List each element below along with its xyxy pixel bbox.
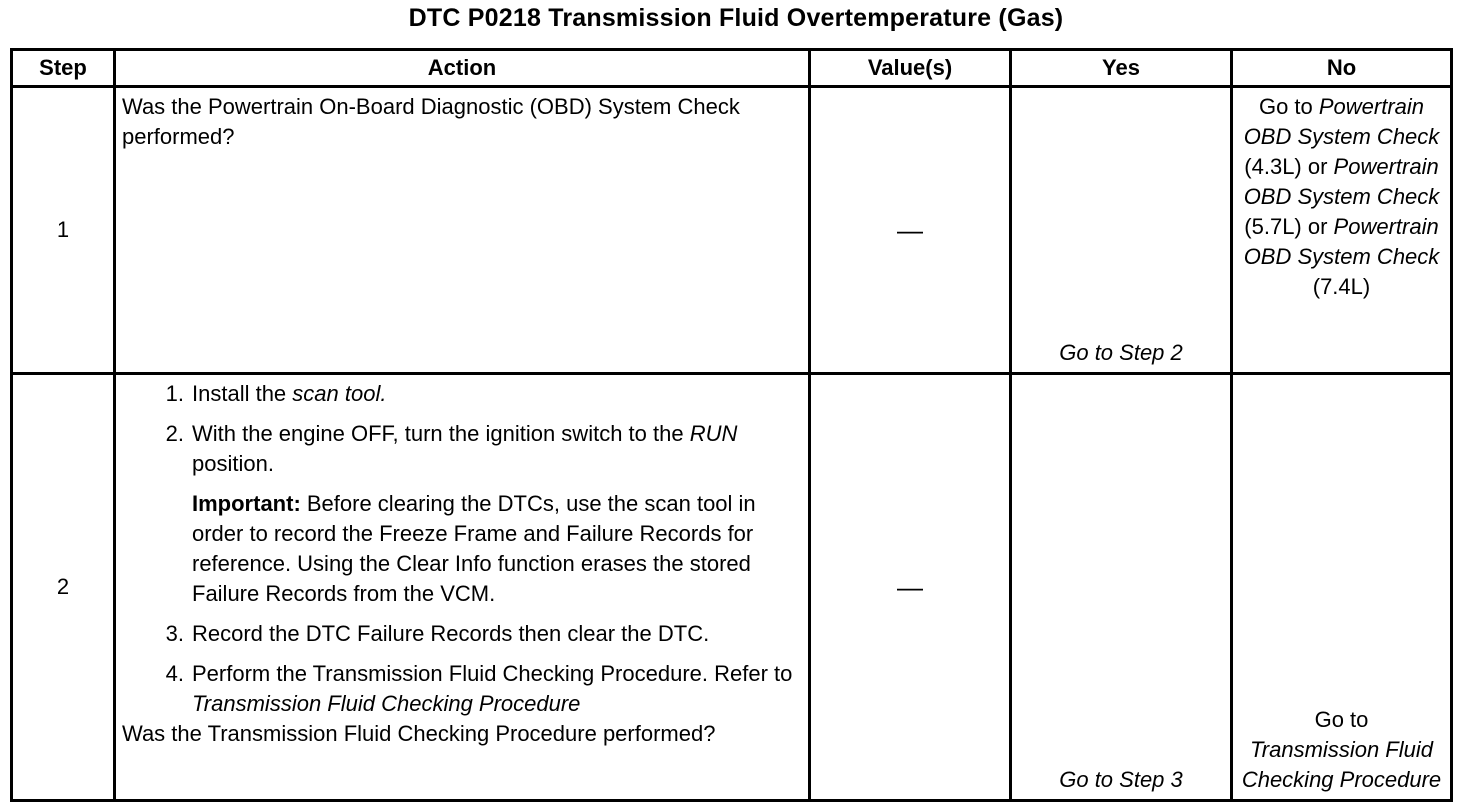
table-header-row <box>12 50 1452 87</box>
no-text: Go to <box>1258 94 1319 119</box>
action-question: Was the Powertrain On-Board Diagnostic (OBD) System Check performed? <box>122 94 740 149</box>
yes-cell: Go to Step 2 <box>1011 87 1232 374</box>
page-title: DTC P0218 Transmission Fluid Overtemperature (Gas) <box>408 4 1064 32</box>
no-cell <box>1232 373 1452 800</box>
list-item <box>122 379 804 409</box>
list-text: Install the <box>192 380 293 406</box>
engine-variant: (5.7L) or <box>1244 214 1334 239</box>
procedure-reference: Powertrain OBD System Check <box>1243 154 1440 209</box>
yes-cell: Go to Step 3 <box>1011 373 1232 800</box>
list-text: Record the DTC Failure Records then clear the DTC. <box>192 620 710 646</box>
procedure-list <box>122 619 804 719</box>
important-text: Before clearing the DTCs, use the scan tool in order to record the Freeze Frame and Failure Records for reference. Using the Clear Info function erases the stored Failure Records from the VCM. <box>192 490 756 606</box>
header-no: No <box>1232 50 1452 87</box>
procedure-list <box>122 379 804 479</box>
no-cell <box>1232 87 1452 374</box>
list-number: 1. <box>165 380 184 406</box>
table-row <box>12 87 1452 374</box>
diagnostic-table <box>10 48 1453 802</box>
list-text-after: position. <box>192 450 274 476</box>
procedure-reference: Powertrain OBD System Check <box>1243 94 1440 149</box>
header-yes: Yes <box>1011 50 1232 87</box>
procedure-reference: Powertrain OBD System Check <box>1243 214 1440 269</box>
header-action: Action <box>115 50 810 87</box>
list-number: 2. <box>165 420 184 446</box>
engine-variant: (4.3L) or <box>1244 154 1334 179</box>
list-text: Perform the Transmission Fluid Checking Procedure. Refer to <box>192 660 793 686</box>
action-cell <box>115 87 810 374</box>
value-cell: — <box>810 373 1011 800</box>
list-emphasis: scan tool. <box>292 380 387 406</box>
list-emphasis: Transmission Fluid Checking Procedure <box>192 690 581 716</box>
engine-variant: (7.4L) <box>1312 274 1371 299</box>
step-number: 1 <box>12 87 115 374</box>
list-number: 4. <box>165 660 184 686</box>
list-text: With the engine OFF, turn the ignition switch to the <box>192 420 690 446</box>
list-emphasis: RUN <box>689 420 738 446</box>
list-item <box>122 419 804 479</box>
header-values: Value(s) <box>810 50 1011 87</box>
value-cell: — <box>810 87 1011 374</box>
list-item <box>122 619 804 649</box>
procedure-reference: Transmission Fluid Checking Procedure <box>1241 737 1442 792</box>
important-note <box>122 489 804 609</box>
action-question: Was the Transmission Fluid Checking Procedure performed? <box>122 720 716 746</box>
header-step: Step <box>12 50 115 87</box>
list-item <box>122 659 804 719</box>
step-number: 2 <box>12 373 115 800</box>
no-text: Go to <box>1314 707 1369 732</box>
list-number: 3. <box>165 620 184 646</box>
important-label: Important: <box>192 490 301 516</box>
action-cell <box>115 373 810 800</box>
table-row <box>12 373 1452 800</box>
